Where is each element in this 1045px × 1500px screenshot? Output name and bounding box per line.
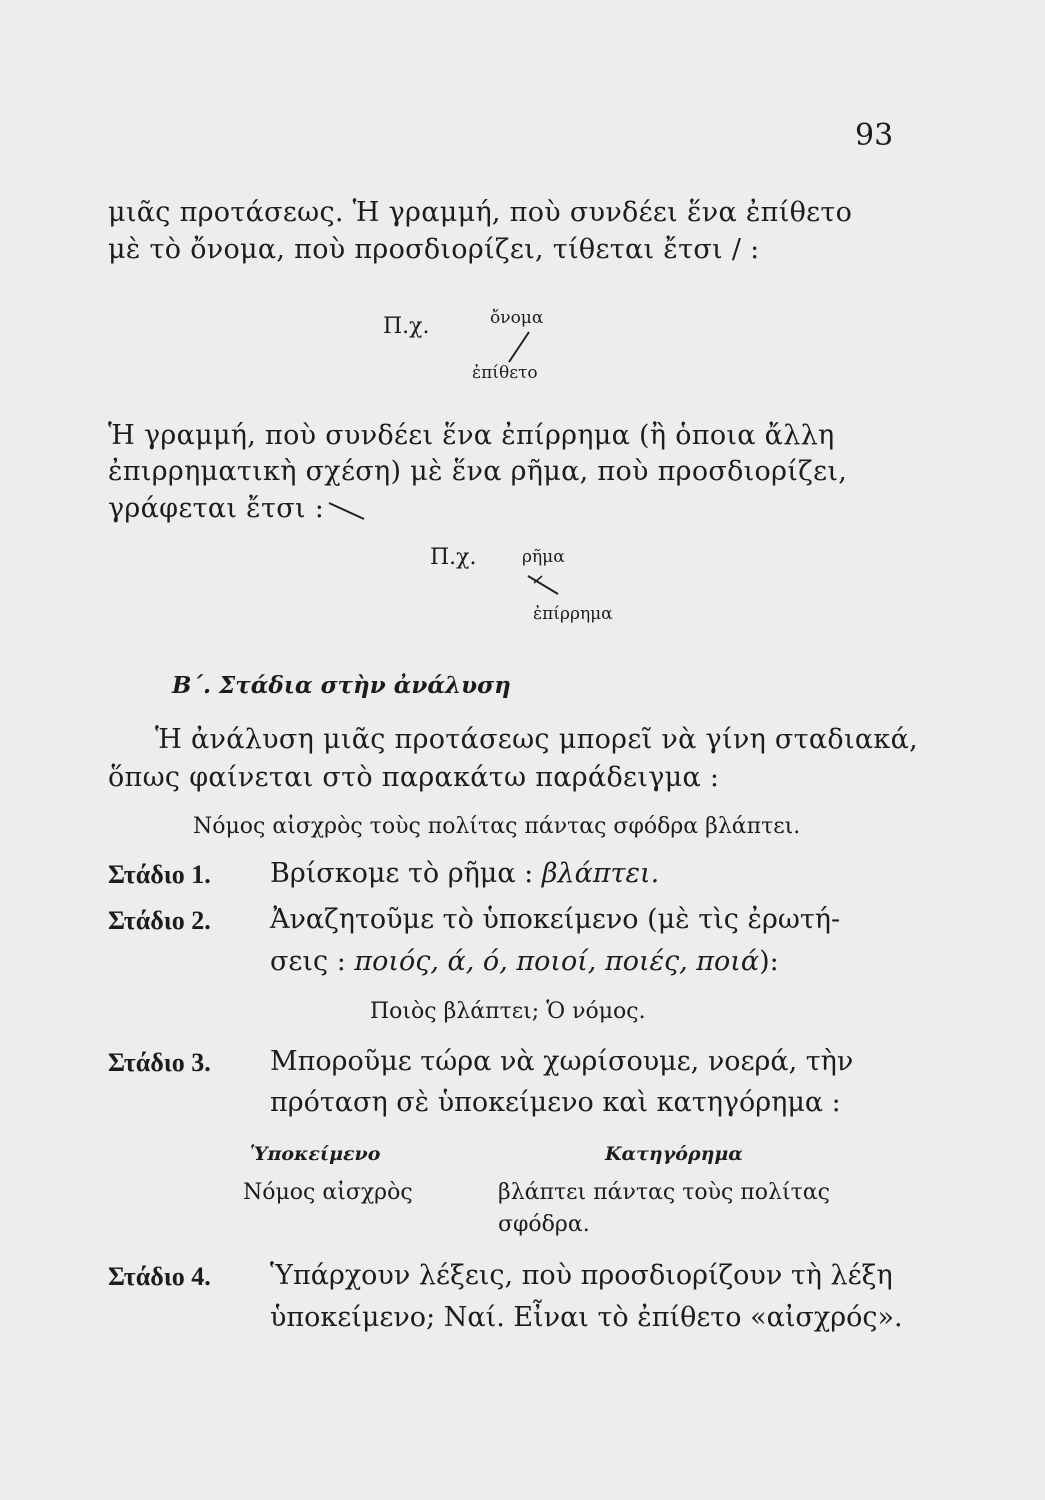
example2-label: Π.χ. <box>430 545 477 570</box>
stage-3-line-2: πρόταση σὲ ὑποκείμενο καὶ κατηγόρημα : <box>270 1087 841 1118</box>
slash-connector-icon <box>505 330 535 366</box>
stage-2-line-2 <box>270 946 779 977</box>
example1-bottom-word: ἐπίθετο <box>472 363 538 383</box>
stage-4-line-2: ὑποκείμενο; Ναί. Εἶναι τὸ ἐπίθετο «αἰσχρός». <box>270 1302 903 1333</box>
predicate-value-line-1: βλάπτει πάντας τοὺς πολίτας <box>498 1180 830 1205</box>
stage-2-label: Στάδιο 2. <box>108 906 211 935</box>
section-intro-line-2: ὅπως φαίνεται στὸ παρακάτω παράδειγμα : <box>108 762 720 793</box>
para2-line-2: ἐπιρρηματικὴ σχέση) μὲ ἕνα ρῆμα, ποὺ προσδιορίζει, <box>108 456 848 487</box>
example2-bottom-word: ἐπίρρημα <box>533 604 613 624</box>
stage-1-label: Στάδιο 1. <box>108 860 211 889</box>
page-number: 93 <box>855 118 894 153</box>
stage-3-line-1: Μποροῦμε τώρα νὰ χωρίσουμε, νοερά, τὴν <box>270 1046 854 1077</box>
backslash-connector-icon <box>524 572 564 602</box>
stage-2-line-1: Ἀναζητοῦμε τὸ ὑποκείμενο (μὲ τὶς ἐρωτή- <box>270 904 841 935</box>
stage-3-label: Στάδιο 3. <box>108 1048 211 1077</box>
stage-1-verb: βλάπτει. <box>541 858 660 889</box>
para2-line-1: Ἡ γραμμή, ποὺ συνδέει ἕνα ἐπίρρημα (ἢ ὁποια ἄλλη <box>108 420 835 451</box>
example2-top-word: ρῆμα <box>522 547 565 567</box>
example1-top-word: ὄνομα <box>490 308 544 328</box>
stage-1-text <box>270 858 659 889</box>
subject-column-heading: Ὑποκείμενο <box>250 1143 381 1165</box>
predicate-value-line-2: σφόδρα. <box>498 1212 590 1237</box>
stage-1-plain: Βρίσκομε τὸ ρῆμα : <box>270 858 534 889</box>
example1-label: Π.χ. <box>383 314 430 339</box>
subject-value: Νόμος αἰσχρὸς <box>243 1180 413 1205</box>
example-sentence: Νόμος αἰσχρὸς τοὺς πολίτας πάντας σφόδρα βλάπτει. <box>193 814 801 839</box>
stage-2-prefix: σεις : <box>270 946 346 977</box>
stage-4-line-1: Ὑπάρχουν λέξεις, ποὺ προσδιορίζουν τὴ λέξη <box>270 1260 893 1291</box>
stage-2-questions: ποιός, ά, ό, ποιοί, ποιές, ποιά <box>354 946 760 977</box>
backslash-connector-icon <box>326 500 370 524</box>
para2-line-3: γράφεται ἔτσι : <box>108 493 325 524</box>
stage-2-suffix: ): <box>759 946 779 977</box>
section-intro-line-1: Ἡ ἀνάλυση μιᾶς προτάσεως μπορεῖ νὰ γίνη σταδιακά, <box>155 724 918 755</box>
section-heading: Β΄. Στάδια στὴν ἀνάλυση <box>172 672 511 699</box>
intro-line-2: μὲ τὸ ὄνομα, ποὺ προσδιορίζει, τίθεται ἔτσι / : <box>108 234 760 265</box>
stage-2-question-answer: Ποιὸς βλάπτει; Ὁ νόμος. <box>370 999 646 1024</box>
intro-line-1: μιᾶς προτάσεως. Ἡ γραμμή, ποὺ συνδέει ἕνα ἐπίθετο <box>108 197 853 228</box>
predicate-column-heading: Κατηγόρημα <box>605 1143 743 1165</box>
stage-4-label: Στάδιο 4. <box>108 1262 211 1291</box>
